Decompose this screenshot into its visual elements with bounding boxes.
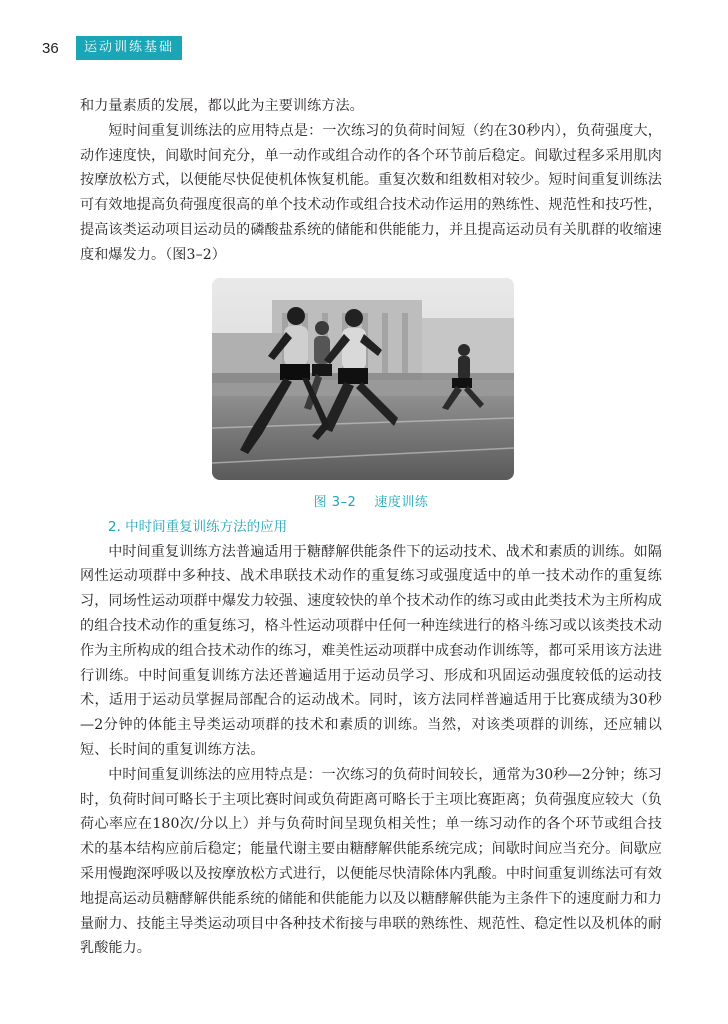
figure-speed-training: [80, 278, 662, 483]
paragraph-medium-repetition-usage: 中时间重复训练方法普遍适用于糖酵解供能条件下的运动技术、战术和素质的训练。如隔网性运动项群中多种技、战术串联技术动作的重复练习或强度适中的单一技术动作的重复练习，同场性运动项群中爆发力较强、速度较快的单个技术动作的练习或由此类技术为主所构成的组合技术动作的重复练习，格斗性运动项群中任何一种连续进行的格斗练习或以该类技术动作为主所构成的组合技术动作的练习，难美性运动项群中成套动作训练等，都可采用该方法进行训练。中时间重复训练方法还普遍适用于运动员学习、形成和巩固运动强度较低的运动技术，适用于运动员掌握局部配合的运动战术。同时，该方法同样普遍适用于比赛成绩为30秒—2分钟的体能主导类运动项群的技术和素质的训练。当然，对该类项群的训练，还应辅以短、长时间的重复训练方法。: [80, 543, 662, 758]
figure-title: 速度训练: [374, 494, 429, 510]
page-body: [80, 94, 662, 961]
section-heading: 2. 中时间重复训练方法的应用: [108, 518, 288, 535]
chapter-title-tag: 运动训练基础: [76, 36, 182, 60]
figure-number: 图 3–2: [313, 494, 357, 510]
page-header: [42, 36, 182, 60]
figure-caption: [80, 491, 662, 510]
paragraph-continuation: 和力量素质的发展，都以此为主要训练方法。: [80, 98, 364, 114]
paragraph-short-repetition: 短时间重复训练法的应用特点是：一次练习的负荷时间短（约在30秒内），负荷强度大，动作速度快，间歇时间充分，单一动作或组合动作的各个环节前后稳定。间歇过程多采用肌肉按摩放松方式，以便能尽快促使机体恢复机能。重复次数和组数相对较少。短时间重复训练法可有效地提高负荷强度很高的单个技术动作或组合技术动作运用的熟练性、规范性和技巧性，提高该类运动项目运动员的磷酸盐系统的储能和供能能力，并且提高运动员有关肌群的收缩速度和爆发力。（图3–2）: [80, 122, 662, 263]
page-number: 36: [42, 39, 59, 57]
sprint-photo: [212, 278, 514, 480]
paragraph-medium-repetition-features: 中时间重复训练法的应用特点是：一次练习的负荷时间较长，通常为30秒—2分钟；练习时，负荷时间可略长于主项比赛时间或负荷距离可略长于主项比赛距离；负荷强度应较大（负荷心率应在180次/分以上）并与负荷时间呈现负相关性；单一练习动作的各个环节或组合技术的基本结构应前后稳定；能量代谢主要由糖酵解供能系统完成；间歇时间应当充分。间歇应采用慢跑深呼吸以及按摩放松方式进行，以便能尽快清除体内乳酸。中时间重复训练法可有效地提高运动员糖酵解供能系统的储能和供能能力以及以糖酵解供能为主条件下的速度耐力和力量耐力、技能主导类运动项目中各种技术衔接与串联的熟练性、规范性、稳定性以及机体的耐乳酸能力。: [80, 766, 662, 957]
